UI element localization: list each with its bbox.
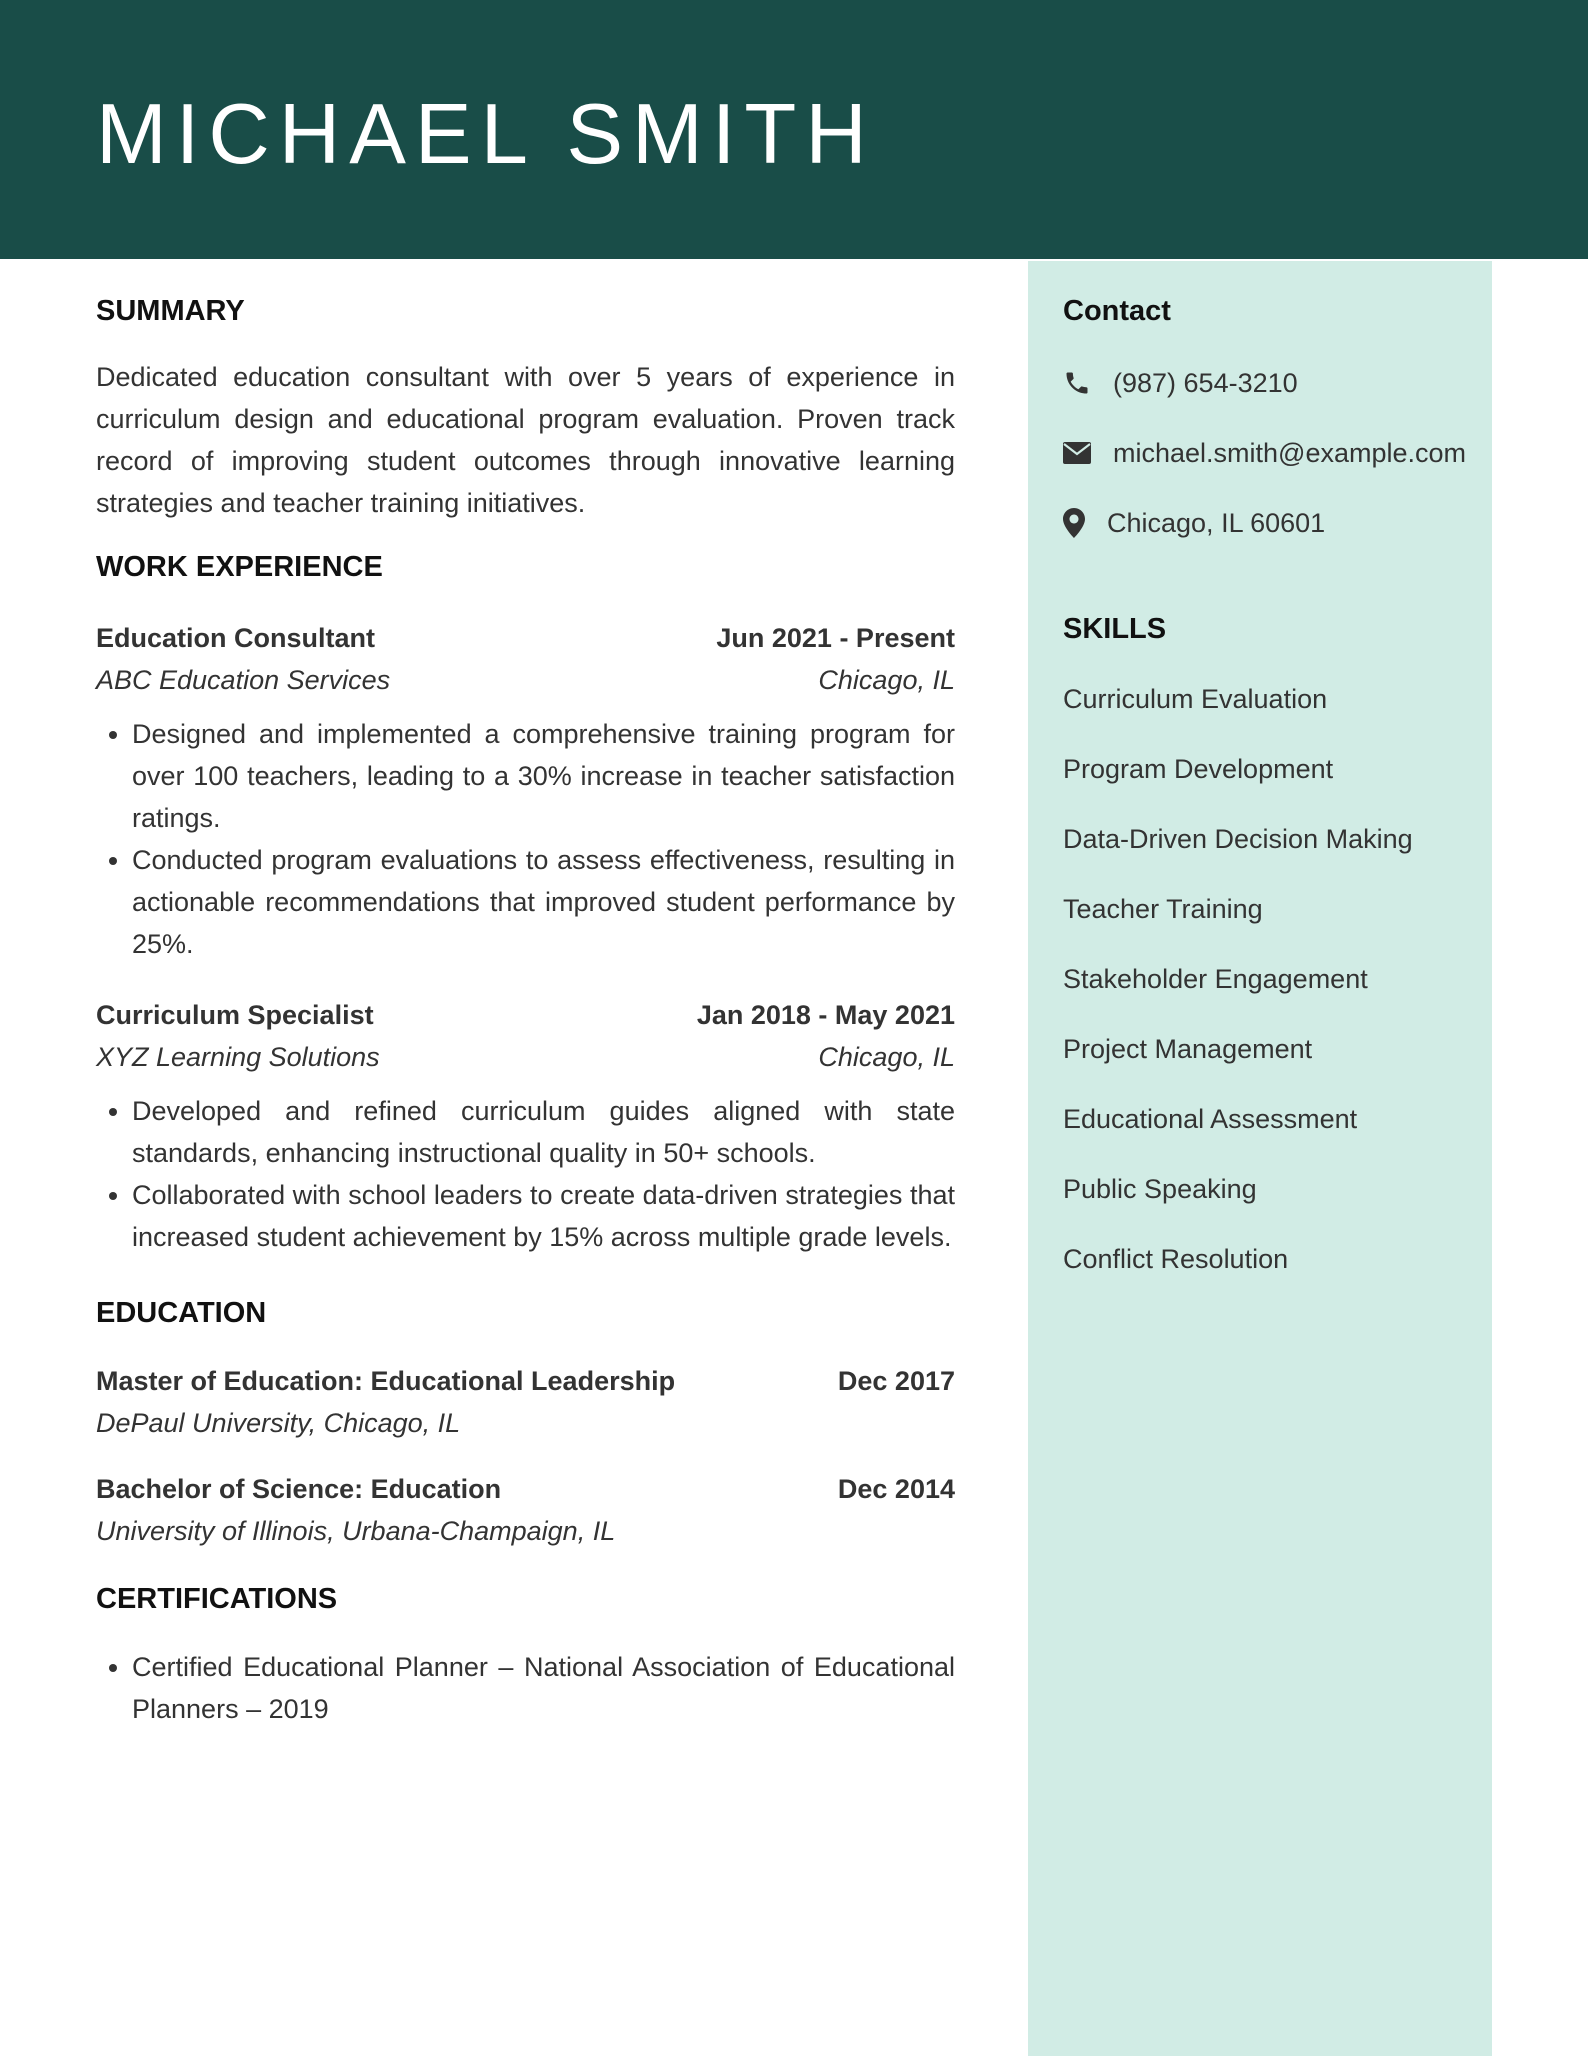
job-role: Curriculum Specialist [96, 1000, 374, 1030]
education-degree: Bachelor of Science: Education [96, 1474, 502, 1504]
map-pin-icon [1063, 508, 1087, 538]
contact-location-text: Chicago, IL 60601 [1107, 508, 1326, 538]
contact-email-text[interactable]: michael.smith@example.com [1113, 438, 1467, 468]
skill-item: Project Management [1063, 1034, 1313, 1064]
job-company-row [96, 1036, 955, 1078]
skill-item: Program Development [1063, 754, 1334, 784]
education-header-row [96, 1468, 955, 1510]
job-company-row [96, 659, 955, 701]
header-banner [0, 0, 1588, 259]
skills-heading: SKILLS [1063, 613, 1167, 645]
skill-item: Educational Assessment [1063, 1104, 1358, 1134]
education-entry [96, 1468, 955, 1552]
contact-location [1063, 502, 1493, 544]
job-bullets [96, 1090, 955, 1258]
job-bullet: • Developed and refined curriculum guides aligned with state standards, enhancing instructional quality in 50+ schools. [132, 1090, 955, 1174]
certification-list [96, 1646, 955, 1730]
contact-list [1063, 362, 1493, 544]
skill-item: Public Speaking [1063, 1174, 1257, 1204]
job-company: ABC Education Services [96, 665, 391, 695]
skill-item: Stakeholder Engagement [1063, 964, 1368, 994]
education-header-row [96, 1360, 955, 1402]
job-entry [96, 994, 955, 1258]
envelope-icon [1063, 438, 1093, 468]
job-company: XYZ Learning Solutions [96, 1042, 380, 1072]
certifications-heading: CERTIFICATIONS [96, 1583, 338, 1615]
education-entry [96, 1360, 955, 1444]
job-dates: Jun 2021 - Present [716, 623, 955, 653]
contact-heading: Contact [1063, 295, 1171, 327]
job-location: Chicago, IL [818, 665, 955, 695]
job-dates: Jan 2018 - May 2021 [696, 1000, 955, 1030]
job-bullet: • Conducted program evaluations to assess effectiveness, resulting in actionable recommendations that improved student performance by 25%. [132, 839, 955, 965]
phone-icon [1063, 368, 1093, 398]
skill-item: Conflict Resolution [1063, 1244, 1289, 1274]
job-bullets [96, 713, 955, 965]
job-bullet: • Collaborated with school leaders to create data-driven strategies that increased student achievement by 15% across multiple grade levels. [132, 1174, 955, 1258]
education-degree: Master of Education: Educational Leadership [96, 1366, 676, 1396]
education-school: University of Illinois, Urbana-Champaign, IL [96, 1516, 616, 1546]
education-school-row [96, 1402, 955, 1444]
education-date: Dec 2014 [837, 1474, 955, 1504]
job-bullet: • Designed and implemented a comprehensive training program for over 100 teachers, leading to a 30% increase in teacher satisfaction ratings. [132, 713, 955, 839]
skills-list [1063, 678, 1493, 1280]
education-date: Dec 2017 [837, 1366, 955, 1396]
job-location: Chicago, IL [818, 1042, 955, 1072]
summary-text: Dedicated education consultant with over 5 years of experience in curriculum design and educational program evaluation. Proven track record of improving student outcomes through innovative learning strategies and teacher training initiatives. [96, 362, 955, 518]
education-school: DePaul University, Chicago, IL [96, 1408, 461, 1438]
job-header-row [96, 617, 955, 659]
sidebar-column [1063, 290, 1493, 1280]
work-experience-heading: WORK EXPERIENCE [96, 551, 383, 583]
education-heading: EDUCATION [96, 1297, 267, 1329]
skill-item: Teacher Training [1063, 894, 1263, 924]
skill-item: Data-Driven Decision Making [1063, 824, 1413, 854]
job-header-row [96, 994, 955, 1036]
job-entry [96, 617, 955, 965]
education-school-row [96, 1510, 955, 1552]
main-column [96, 290, 955, 1730]
certification-item: • Certified Educational Planner – National Association of Educational Planners – 2019 [132, 1646, 955, 1730]
contact-phone [1063, 362, 1493, 404]
job-role: Education Consultant [96, 623, 375, 653]
contact-email [1063, 432, 1493, 474]
contact-phone-text[interactable]: (987) 654-3210 [1113, 368, 1298, 398]
candidate-name: MICHAEL SMITH [96, 87, 876, 182]
skill-item: Curriculum Evaluation [1063, 684, 1328, 714]
summary-heading: SUMMARY [96, 295, 245, 327]
